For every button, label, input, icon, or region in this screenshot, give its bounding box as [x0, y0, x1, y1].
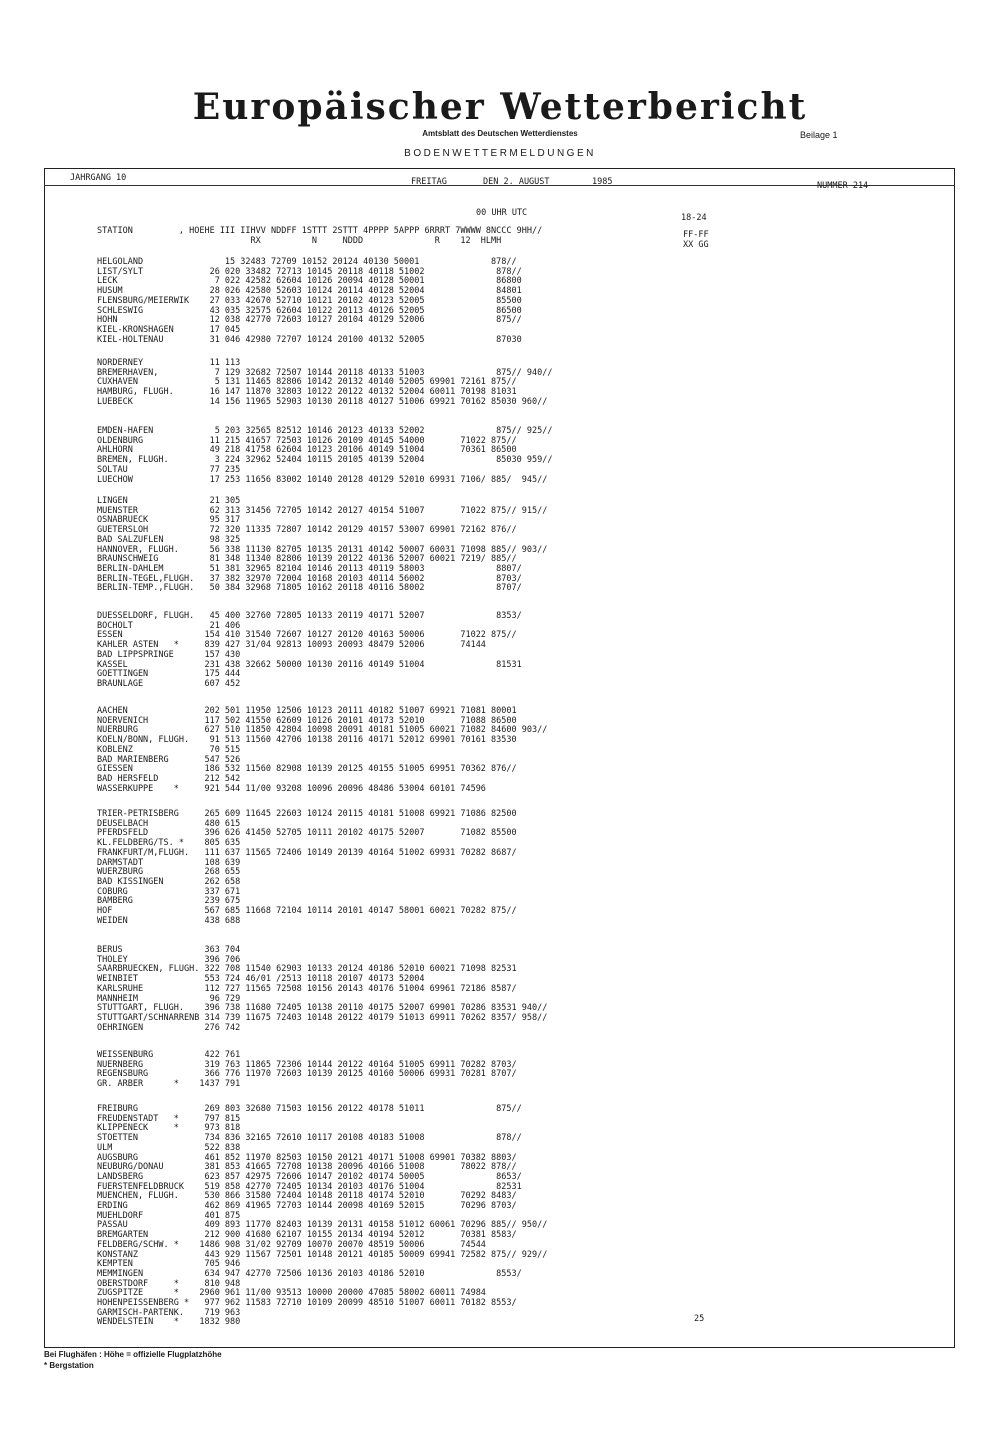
observation-time: 00 UHR UTC — [476, 208, 528, 218]
station-row: FLENSBURG/MEIERWIK 27 033 42670 52710 10121 20102 40123 52005 85500 — [97, 295, 522, 306]
station-row: HOHENPEISSENBERG * 977 962 11583 72710 10109 20099 48510 51007 60011 70182 8553/ — [97, 1298, 517, 1308]
station-row: ULM 522 838 — [97, 1142, 241, 1153]
column-header-ff-2: XX GG — [683, 240, 709, 250]
station-row: ESSEN 154 410 31540 72607 10127 20120 40163 50006 71022 875// — [97, 630, 517, 641]
station-row: BREMGARTEN 212 900 41680 62107 10155 20134 40194 52012 70381 8583/ — [97, 1230, 517, 1241]
station-row: BRAUNLAGE 607 452 — [97, 678, 241, 689]
station-row: NEUBURG/DONAU 381 853 41665 72708 10138 20096 40166 51008 78022 878// — [97, 1162, 517, 1173]
station-row: MANNHEIM 96 729 — [97, 993, 241, 1004]
station-row: OEHRINGEN 276 742 — [97, 1022, 241, 1033]
time-range: 18-24 — [681, 213, 707, 223]
station-row: ERDING 462 869 41965 72703 10144 20098 40169 52015 70296 8703/ — [97, 1201, 517, 1211]
station-row: GIESSEN 186 532 11560 82908 10139 20125 40155 51005 69951 70362 876// — [97, 764, 517, 775]
station-row: HAMBURG, FLUGH. 16 147 11870 32803 10122 20122 40132 52004 60011 70198 81031 — [97, 387, 517, 398]
station-row: KOBLENZ 70 515 — [97, 744, 241, 755]
station-row: BAD LIPPSPRINGE 157 430 — [97, 649, 241, 660]
station-row: KIEL-KRONSHAGEN 17 045 — [97, 324, 241, 335]
station-row: HANNOVER, FLUGH. 56 338 11130 82705 10135 20131 40142 50007 60031 71098 885// 903// — [97, 544, 548, 555]
station-row: HELGOLAND 15 32483 72709 10152 20124 40130 50001 878// — [97, 257, 517, 267]
station-row: CUXHAVEN 5 131 11465 82806 10142 20132 40140 52005 69901 72161 875// — [97, 377, 517, 388]
station-row: BAD SALZUFLEN 98 325 — [97, 534, 241, 545]
station-row: SAARBRUECKEN, FLUGH. 322 708 11540 62903 10133 20124 40186 52010 60021 71098 82531 — [97, 964, 517, 975]
station-row: THOLEY 396 706 — [97, 954, 241, 965]
issue-year: 1985 — [592, 177, 613, 187]
station-row: MUEHLDORF 401 875 — [97, 1210, 241, 1221]
station-row: GUETERSLOH 72 320 11335 72807 10142 20129 40157 53007 69901 72162 876// — [97, 525, 517, 536]
station-row: AUGSBURG 461 852 11970 82503 10150 20121 40171 51008 69901 70382 8803/ — [97, 1152, 517, 1163]
station-row: KAHLER ASTEN * 839 427 31/04 92813 10093 20093 48479 52006 74144 — [97, 640, 486, 651]
station-row: ZUGSPITZE * 2960 961 11/00 93513 10000 20000 47085 58002 60011 74984 — [97, 1288, 486, 1299]
station-row: OSNABRUECK 95 317 — [97, 515, 241, 526]
station-row: WEINBIET 553 724 46/01 /2513 10118 20107 40173 52004 — [97, 974, 425, 985]
station-row: WASSERKUPPE * 921 544 11/00 93208 10096 20096 48486 53004 60101 74596 — [97, 783, 486, 794]
station-row: BREMEN, FLUGH. 3 224 32962 52404 10115 20105 40139 52004 85030 959// — [97, 455, 553, 466]
station-row: EMDEN-HAFEN 5 203 32565 82512 10146 20123 40133 52002 875// 925// — [97, 426, 553, 436]
station-row: MUENCHEN, FLUGH. 530 866 31580 72404 10148 20118 40174 52010 70292 8483/ — [97, 1191, 517, 1202]
document-title: Europäischer Wetterbericht — [192, 86, 808, 128]
station-row: REGENSBURG 366 776 11970 72603 10139 20125 40160 50006 69931 70281 8707/ — [97, 1069, 517, 1080]
station-row: GR. ARBER * 1437 791 — [97, 1079, 241, 1090]
footnote-airport: Bei Flughäfen : Höhe = offizielle Flugplatzhöhe — [44, 1350, 222, 1359]
station-row: KONSTANZ 443 929 11567 72501 10148 20121 40185 50009 69941 72582 875// 929// — [97, 1249, 548, 1260]
station-row: LANDSBERG 623 857 42975 72606 10147 20102 40174 50005 8653/ — [97, 1171, 522, 1182]
station-row: WENDELSTEIN * 1832 980 — [97, 1317, 241, 1328]
station-row: LINGEN 21 305 — [97, 496, 241, 506]
station-row: LIST/SYLT 26 020 33482 72713 10145 20118 40118 51002 878// — [97, 266, 522, 277]
station-row: NUERNBERG 319 763 11865 72306 10144 20122 40164 51005 69911 70282 8703/ — [97, 1059, 517, 1070]
jahrgang: JAHRGANG 10 — [70, 173, 127, 183]
station-row: HOHN 12 038 42770 72603 10127 20104 40129 52006 875// — [97, 315, 522, 326]
station-row: PFERDSFELD 396 626 41450 52705 10111 20102 40175 52007 71082 85500 — [97, 828, 517, 839]
station-row: LUEBECK 14 156 11965 52903 10130 20118 40127 51006 69921 70162 85030 960// — [97, 396, 548, 407]
station-row: KIEL-HOLTENAU 31 046 42980 72707 10124 20100 40132 52005 87030 — [97, 334, 522, 345]
station-row: MUENSTER 62 313 31456 72705 10142 20127 40154 51007 71022 875// 915// — [97, 505, 548, 516]
station-row: DEUSELBACH 480 615 — [97, 818, 241, 829]
beilage-label: Beilage 1 — [800, 130, 838, 140]
station-row: BAD KISSINGEN 262 658 — [97, 876, 241, 887]
station-row: LECK 7 022 42582 62604 10126 20094 40128 50001 86800 — [97, 276, 522, 287]
station-row: BAD MARIENBERG 547 526 — [97, 754, 241, 765]
station-row: STUTTGART, FLUGH. 396 738 11680 72405 10138 20110 40175 52007 69901 70286 83531 940// — [97, 1003, 548, 1014]
station-row: BAD HERSFELD 212 542 — [97, 773, 241, 784]
station-row: KL.FELDBERG/TS. * 805 635 — [97, 838, 241, 849]
station-row: BERUS 363 704 — [97, 945, 241, 955]
station-row: HUSUM 28 026 42580 52603 10124 20114 40128 52004 84801 — [97, 286, 522, 297]
station-row: NOERVENICH 117 502 41550 62609 10126 20101 40173 52010 71088 86500 — [97, 715, 517, 726]
station-row: AHLHORN 49 218 41758 62604 10123 20106 40149 51004 70361 86500 — [97, 445, 517, 456]
station-row: BOCHOLT 21 406 — [97, 620, 241, 631]
column-header-row-1: STATION , HOEHE III IIHVV NDDFF 1STTT 2STTT 4PPPP 5APPP 6RRRT 7WWWW 8NCCC 9HH// — [97, 226, 543, 236]
station-row: BERLIN-TEGEL,FLUGH. 37 382 32970 72004 10168 20103 40114 56002 8703/ — [97, 573, 522, 584]
station-row: SOLTAU 77 235 — [97, 464, 241, 475]
station-row: KARLSRUHE 112 727 11565 72508 10156 20143 40176 51004 69961 72186 8587/ — [97, 983, 517, 994]
station-row: KOELN/BONN, FLUGH. 91 513 11560 42706 10138 20116 40171 52012 69901 70161 83530 — [97, 735, 517, 746]
column-header-ff-1: FF-FF — [683, 230, 709, 240]
footnote-mountain-station: * Bergstation — [44, 1361, 94, 1370]
station-row: FREIBURG 269 803 32680 71503 10156 20122 40178 51011 875// — [97, 1104, 522, 1114]
station-row: NUERBURG 627 510 11850 42804 10098 20091 40181 51005 60021 71082 84600 903// — [97, 725, 548, 736]
station-row: BERLIN-TEMP.,FLUGH. 50 384 32968 71805 10162 20118 40116 58002 8707/ — [97, 583, 522, 594]
document-subtitle: Amtsblatt des Deutschen Wetterdienstes — [422, 129, 578, 138]
station-row: MEMMINGEN 634 947 42770 72506 10136 20103 40186 52010 8553/ — [97, 1268, 522, 1279]
station-row: LUECHOW 17 253 11656 83002 10140 20128 40129 52010 69931 7106/ 885/ 945// — [97, 474, 548, 485]
station-row: FELDBERG/SCHW. * 1486 908 31/02 92709 10070 20070 48519 50006 74544 — [97, 1239, 486, 1250]
station-row: BAMBERG 239 675 — [97, 896, 241, 907]
station-row: OBERSTDORF * 810 948 — [97, 1278, 241, 1289]
station-row: NORDERNEY 11 113 — [97, 358, 241, 368]
station-row: FREUDENSTADT * 797 815 — [97, 1113, 241, 1124]
station-row: SCHLESWIG 43 035 32575 62604 10122 20113 40126 52005 86500 — [97, 305, 522, 316]
station-row: FRANKFURT/M,FLUGH. 111 637 11565 72406 10149 20139 40164 51002 69931 70282 8687/ — [97, 847, 517, 858]
station-row: DUESSELDORF, FLUGH. 45 400 32760 72805 10133 20119 40171 52007 8353/ — [97, 611, 522, 621]
page-number: 25 — [694, 1314, 705, 1324]
station-row: WEIDEN 438 688 — [97, 915, 241, 926]
issue-date: DEN 2. AUGUST — [483, 177, 550, 187]
station-row: STOETTEN 734 836 32165 72610 10117 20108 40183 51008 878// — [97, 1133, 522, 1144]
station-row: COBURG 337 671 — [97, 886, 241, 897]
station-row: DARMSTADT 108 639 — [97, 857, 241, 868]
station-row: BRAUNSCHWEIG 81 348 11340 82806 10139 20122 40136 52007 60021 7219/ 885// — [97, 554, 517, 565]
station-row: STUTTGART/SCHNARRENB 314 739 11675 72403 10148 20122 40179 51013 69911 70262 8357/ 958// — [97, 1012, 548, 1023]
station-row: OLDENBURG 11 215 41657 72503 10126 20109 40145 54000 71022 875// — [97, 435, 517, 446]
weekday: FREITAG — [411, 177, 447, 187]
station-row: BERLIN-DAHLEM 51 381 32965 82104 10146 20113 40119 58003 8807/ — [97, 563, 522, 574]
station-row: KEMPTEN 705 946 — [97, 1259, 241, 1270]
station-row: KLIPPENECK * 973 818 — [97, 1123, 241, 1134]
station-row: FUERSTENFELDBRUCK 519 858 42770 72405 10134 20103 40176 51004 82531 — [97, 1181, 522, 1192]
station-row: GOETTINGEN 175 444 — [97, 669, 241, 680]
column-header-row-2: RX N NDDD R 12 HLMH — [97, 236, 502, 246]
station-row: BREMERHAVEN, 7 129 32682 72507 10144 20118 40133 51003 875// 940// — [97, 367, 553, 378]
station-row: KASSEL 231 438 32662 50000 10130 20116 40149 51004 81531 — [97, 659, 522, 670]
issue-number: NUMMER 214 — [817, 181, 869, 191]
station-row: GARMISCH-PARTENK. 719 963 — [97, 1307, 241, 1318]
station-row: WUERZBURG 268 655 — [97, 867, 241, 878]
station-row: AACHEN 202 501 11950 12506 10123 20111 40182 51007 69921 71081 80001 — [97, 706, 517, 716]
station-row: TRIER-PETRISBERG 265 609 11645 22603 10124 20115 40181 51008 69921 71086 82500 — [97, 809, 517, 819]
station-row: WEISSENBURG 422 761 — [97, 1050, 241, 1060]
section-title: BODENWETTERMELDUNGEN — [404, 148, 596, 159]
station-row: HOF 567 685 11668 72104 10114 20101 40147 58001 60021 70282 875// — [97, 906, 517, 916]
station-row: PASSAU 409 893 11770 82403 10139 20131 40158 51012 60061 70296 885// 950// — [97, 1220, 548, 1231]
